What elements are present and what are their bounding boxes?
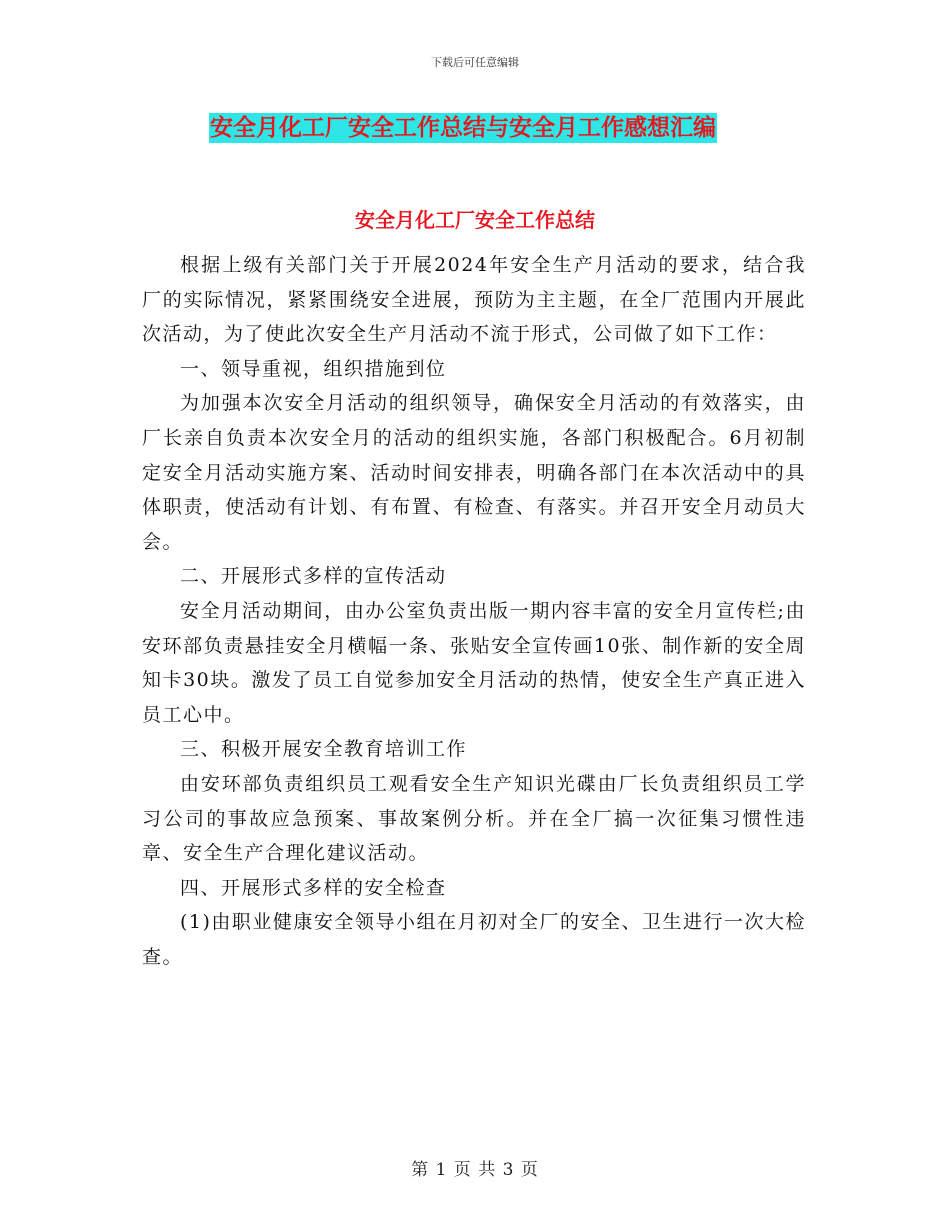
paragraph-inspection: (1)由职业健康安全领导小组在月初对全厂的安全、卫生进行一次大检查。 (142, 911, 806, 968)
document-title: 安全月化工厂安全工作总结与安全月工作感想汇编 (210, 115, 716, 141)
page-number-footer: 第 1 页 共 3 页 (411, 1160, 539, 1180)
paragraph-publicity: 安全月活动期间，由办公室负责出版一期内容丰富的安全月宣传栏;由安环部负责悬挂安全月横幅一条、张贴安全宣传画10张、制作新的安全周知卡30块。激发了员工自觉参加安全月活动的热情，使安全生产真正进入员工心中。 (142, 599, 806, 726)
heading-training: 三、积极开展安全教育培训工作 (180, 738, 468, 761)
section-title: 安全月化工厂安全工作总结 (355, 208, 595, 232)
paragraph-leadership: 为加强本次安全月活动的组织领导，确保安全月活动的有效落实，由厂长亲自负责本次安全月的活动的组织实施，各部门积极配合。6月初制定安全月活动实施方案、活动时间安排表，明确各部门在本次活动中的具体职责，使活动有计划、有布置、有检查、有落实。并召开安全月动员大会。 (142, 392, 806, 553)
heading-leadership: 一、领导重视，组织措施到位 (180, 357, 447, 380)
header-note: 下载后可任意编辑 (431, 56, 519, 69)
paragraph-intro: 根据上级有关部门关于开展2024年安全生产月活动的要求，结合我厂的实际情况，紧紧围绕安全进展，预防为主主题，在全厂范围内开展此次活动，为了使此次安全生产月活动不流于形式，公司做了如下工作： (142, 254, 806, 346)
document-body (142, 248, 806, 974)
heading-publicity: 二、开展形式多样的宣传活动 (180, 565, 447, 588)
heading-inspection: 四、开展形式多样的安全检查 (180, 876, 447, 899)
paragraph-training: 由安环部负责组织员工观看安全生产知识光碟由厂长负责组织员工学习公司的事故应急预案、事故案例分析。并在全厂搞一次征集习惯性违章、安全生产合理化建议活动。 (142, 772, 806, 865)
